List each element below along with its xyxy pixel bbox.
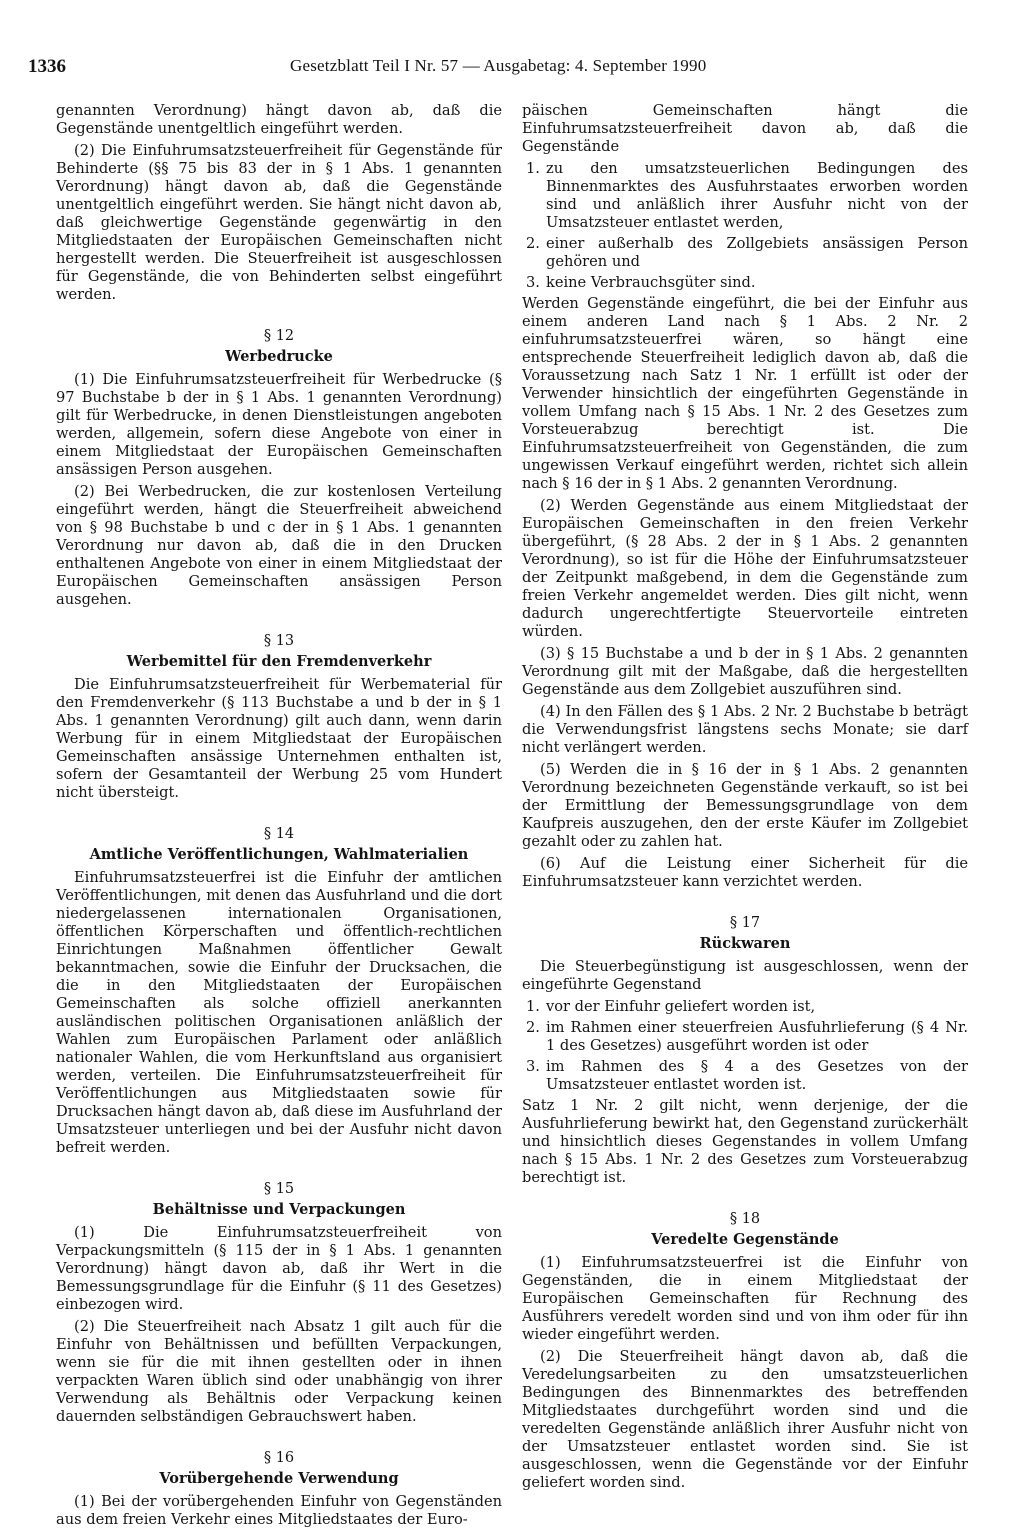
right-column xyxy=(522,102,968,1496)
section-title: Veredelte Gegenstände xyxy=(651,1231,839,1248)
list-text: keine Verbrauchsgüter sind. xyxy=(546,274,756,291)
paragraph: (1) Bei der vorübergehenden Einfuhr von Gegenständen aus dem freien Verkehr eines Mitgliedstaates der Euro- xyxy=(56,1493,502,1528)
list-number: 2. xyxy=(526,235,540,252)
paragraph: (1) Die Einfuhrumsatzsteuerfreiheit für Werbedrucke (§ 97 Buchstabe b der in § 1 Abs. 1 genannten Verordnung) gilt für Werbedrucke, in denen Dienstleistungen angeboten werden, allgemein, sofern diese Angebote von einer in einem Mitgliedstaat der Europäischen Gemeinschaften ansässigen Person ausgehen. xyxy=(56,371,502,478)
left-column xyxy=(56,102,502,1533)
section-number: § 18 xyxy=(729,1211,761,1227)
list-text: zu den umsatzsteuerlichen Bedingungen des Binnenmarktes des Ausfuhrstaates erworben worden sind und anläßlich ihrer Ausfuhr nicht von der Umsatzsteuer entlastet werden, xyxy=(546,160,968,231)
list-text: vor der Einfuhr geliefert worden ist, xyxy=(546,998,816,1015)
list-item xyxy=(522,235,968,271)
list-item xyxy=(522,1019,968,1055)
list-item xyxy=(522,274,968,292)
paragraph: päischen Gemeinschaften hängt die Einfuhrumsatzsteuerfreiheit davon ab, daß die Gegenstände xyxy=(522,102,968,155)
section-title: Amtliche Veröffentlichungen, Wahlmaterialien xyxy=(89,846,469,863)
list-item xyxy=(522,998,968,1016)
list-text: im Rahmen einer steuerfreien Ausfuhrlieferung (§ 4 Nr. 1 des Gesetzes) ausgeführt worden ist oder xyxy=(546,1019,968,1054)
paragraph: (4) In den Fällen des § 1 Abs. 2 Nr. 2 Buchstabe b beträgt die Verwendungsfrist längstens sechs Monate; sie darf nicht verlängert werden. xyxy=(522,703,968,756)
section-number: § 17 xyxy=(729,915,761,931)
section-number: § 16 xyxy=(263,1450,295,1466)
page-header xyxy=(28,56,978,82)
list-number: 3. xyxy=(526,274,540,291)
page-number: 1336 xyxy=(28,56,66,77)
section-number: § 14 xyxy=(263,826,295,842)
paragraph: (1) Die Einfuhrumsatzsteuerfreiheit von Verpackungsmitteln (§ 115 der in § 1 Abs. 1 genannten Verordnung) hängt davon ab, daß ihr Wert in die Bemessungsgrundlage für die Einfuhr (§ 11 des Gesetzes) einbezogen wird. xyxy=(56,1224,502,1313)
list-text: einer außerhalb des Zollgebiets ansässigen Person gehören und xyxy=(546,235,968,270)
section-number: § 13 xyxy=(263,633,295,649)
paragraph: Werden Gegenstände eingeführt, die bei der Einfuhr aus einem anderen Land nach § 1 Abs. 2 Nr. 2 einfuhrumsatzsteuerfrei wären, so hängt eine entsprechende Steuerfreiheit lediglich davon ab, daß die Voraussetzung nach Satz 1 Nr. 1 erfüllt ist oder der Verwender hinsichtlich der eingeführten Gegenstände in vollem Umfang nach § 15 Abs. 1 Nr. 2 des Gesetzes zum Vorsteuerabzug berechtigt ist. Die Einfuhrumsatzsteuerfreiheit von Gegenständen, die zum ungewissen Verkauf eingeführt werden, richtet sich allein nach § 16 der in § 1 Abs. 2 genannten Verordnung. xyxy=(522,295,968,492)
paragraph: (2) Die Einfuhrumsatzsteuerfreiheit für Gegenstände für Behinderte (§§ 75 bis 83 der in § 1 Abs. 1 genannten Verordnung) hängt davon ab, daß die Gegenstände unentgeltlich eingeführt werden. Sie hängt nicht davon ab, daß gleichwertige Gegenstände gegenwärtig in den Mitgliedstaaten der Europäischen Gemeinschaften nicht hergestellt werden. Die Steuerfreiheit ist ausgeschlossen für Gegenstände, die von Behinderten selbst eingeführt werden. xyxy=(56,142,502,303)
list-text: im Rahmen des § 4 a des Gesetzes von der Umsatzsteuer entlastet worden ist. xyxy=(546,1058,968,1093)
list-number: 2. xyxy=(526,1019,540,1036)
list-item xyxy=(522,1058,968,1094)
section-title: Behältnisse und Verpackungen xyxy=(152,1201,406,1218)
paragraph: Die Steuerbegünstigung ist ausgeschlossen, wenn der eingeführte Gegenstand xyxy=(522,958,968,993)
paragraph: Die Einfuhrumsatzsteuerfreiheit für Werbematerial für den Fremdenverkehr (§ 113 Buchstabe a und b der in § 1 Abs. 1 genannten Verordnung) gilt auch dann, wenn darin Werbung für in einem Mitgliedstaat der Europäischen Gemeinschaften ansässige Unternehmen enthalten ist, sofern der Gesamtanteil der Werbung 25 vom Hundert nicht übersteigt. xyxy=(56,676,502,801)
list-number: 1. xyxy=(526,998,540,1015)
paragraph: (2) Die Steuerfreiheit hängt davon ab, daß die Veredelungsarbeiten zu den umsatzsteuerlichen Bedingungen des Binnenmarktes des betreffenden Mitgliedstaates durchgeführt worden sind und die veredelten Gegenstände anläßlich ihrer Ausfuhr nicht von der Umsatzsteuer entlastet worden sind. Sie ist ausgeschlossen, wenn die Gegenstände vor der Einfuhr geliefert worden sind. xyxy=(522,1348,968,1491)
section-title: Rückwaren xyxy=(699,935,791,952)
paragraph: (2) Die Steuerfreiheit nach Absatz 1 gilt auch für die Einfuhr von Behältnissen und befüllten Verpackungen, wenn sie für die mit ihnen gestellten oder in ihnen verpackten Waren üblich sind oder unabhängig von ihrer Verwendung als Behältnis oder Verpackung keinen dauernden selbständigen Gebrauchswert haben. xyxy=(56,1318,502,1425)
section-number: § 15 xyxy=(263,1181,295,1197)
section-title: Werbedrucke xyxy=(225,348,333,365)
list-number: 3. xyxy=(526,1058,540,1075)
list-item xyxy=(522,160,968,232)
paragraph: (6) Auf die Leistung einer Sicherheit für die Einfuhrumsatzsteuer kann verzichtet werden. xyxy=(522,855,968,890)
section-title: Vorübergehende Verwendung xyxy=(159,1470,399,1487)
paragraph: (2) Werden Gegenstände aus einem Mitgliedstaat der Europäischen Gemeinschaften in den freien Verkehr übergeführt, (§ 28 Abs. 2 der in § 1 Abs. 2 genannten Verordnung), so ist für die Höhe der Einfuhrumsatzsteuer der Zeitpunkt maßgebend, in dem die Gegenstände zum freien Verkehr angemeldet werden. Dies gilt nicht, wenn dadurch ungerechtfertigte Steuervorteile eintreten würden. xyxy=(522,497,968,640)
paragraph: (1) Einfuhrumsatzsteuerfrei ist die Einfuhr von Gegenständen, die in einem Mitgliedstaat der Europäischen Gemeinschaften für Rechnung des Ausführers veredelt worden sind und von ihm oder für ihn wieder eingeführt werden. xyxy=(522,1254,968,1343)
paragraph: Satz 1 Nr. 2 gilt nicht, wenn derjenige, der die Ausfuhrlieferung bewirkt hat, den Gegenstand zurückerhält und hinsichtlich dieses Gegenstandes in vollem Umfang nach § 15 Abs. 1 Nr. 2 des Gesetzes zum Vorsteuerabzug berechtigt ist. xyxy=(522,1097,968,1186)
paragraph: Einfuhrumsatzsteuerfrei ist die Einfuhr der amtlichen Veröffentlichungen, mit denen das Ausfuhrland und die dort niedergelassenen internationalen Organisationen, öffentlichen Körperschaften und öffentlich-rechtlichen Einrichtungen Maßnahmen öffentlicher Gewalt bekanntmachen, sowie die Einfuhr der Drucksachen, die die in den Mitgliedstaaten der Europäischen Gemeinschaften als solche offiziell anerkannten ausländischen politischen Organisationen anläßlich der Wahlen zum Europäischen Parlament oder anläßlich nationaler Wahlen, die vom Herkunftsland aus organisiert werden, verteilen. Die Einfuhrumsatzsteuerfreiheit für Veröffentlichungen aus Mitgliedstaaten sowie für Drucksachen hängt davon ab, daß diese im Ausfuhrland der Umsatzsteuer unterliegen und bei der Ausfuhr nicht davon befreit werden. xyxy=(56,869,502,1156)
paragraph: (3) § 15 Buchstabe a und b der in § 1 Abs. 2 genannten Verordnung gilt mit der Maßgabe, daß die hergestellten Gegenstände aus dem Zollgebiet auszuführen sind. xyxy=(522,645,968,698)
section-title: Werbemittel für den Fremdenverkehr xyxy=(126,653,432,670)
paragraph: (2) Bei Werbedrucken, die zur kostenlosen Verteilung eingeführt werden, hängt die Steuerfreiheit abweichend von § 98 Buchstabe b und c der in § 1 Abs. 1 genannten Verordnung nur davon ab, daß die in den Drucken enthaltenen Angebote von einer in einem Mitgliedstaat der Europäischen Gemeinschaften ansässigen Person ausgehen. xyxy=(56,483,502,608)
paragraph: (5) Werden die in § 16 der in § 1 Abs. 2 genannten Verordnung bezeichneten Gegenstände verkauft, so ist bei der Ermittlung der Bemessungsgrundlage von dem Kaufpreis auszugehen, den der erste Käufer im Zollgebiet gezahlt oder zu zahlen hat. xyxy=(522,761,968,850)
list-number: 1. xyxy=(526,160,540,177)
gazette-header-title: Gesetzblatt Teil I Nr. 57 — Ausgabetag: 4. September 1990 xyxy=(290,56,707,75)
section-number: § 12 xyxy=(263,328,295,344)
paragraph: genannten Verordnung) hängt davon ab, daß die Gegenstände unentgeltlich eingeführt werden. xyxy=(56,102,502,137)
